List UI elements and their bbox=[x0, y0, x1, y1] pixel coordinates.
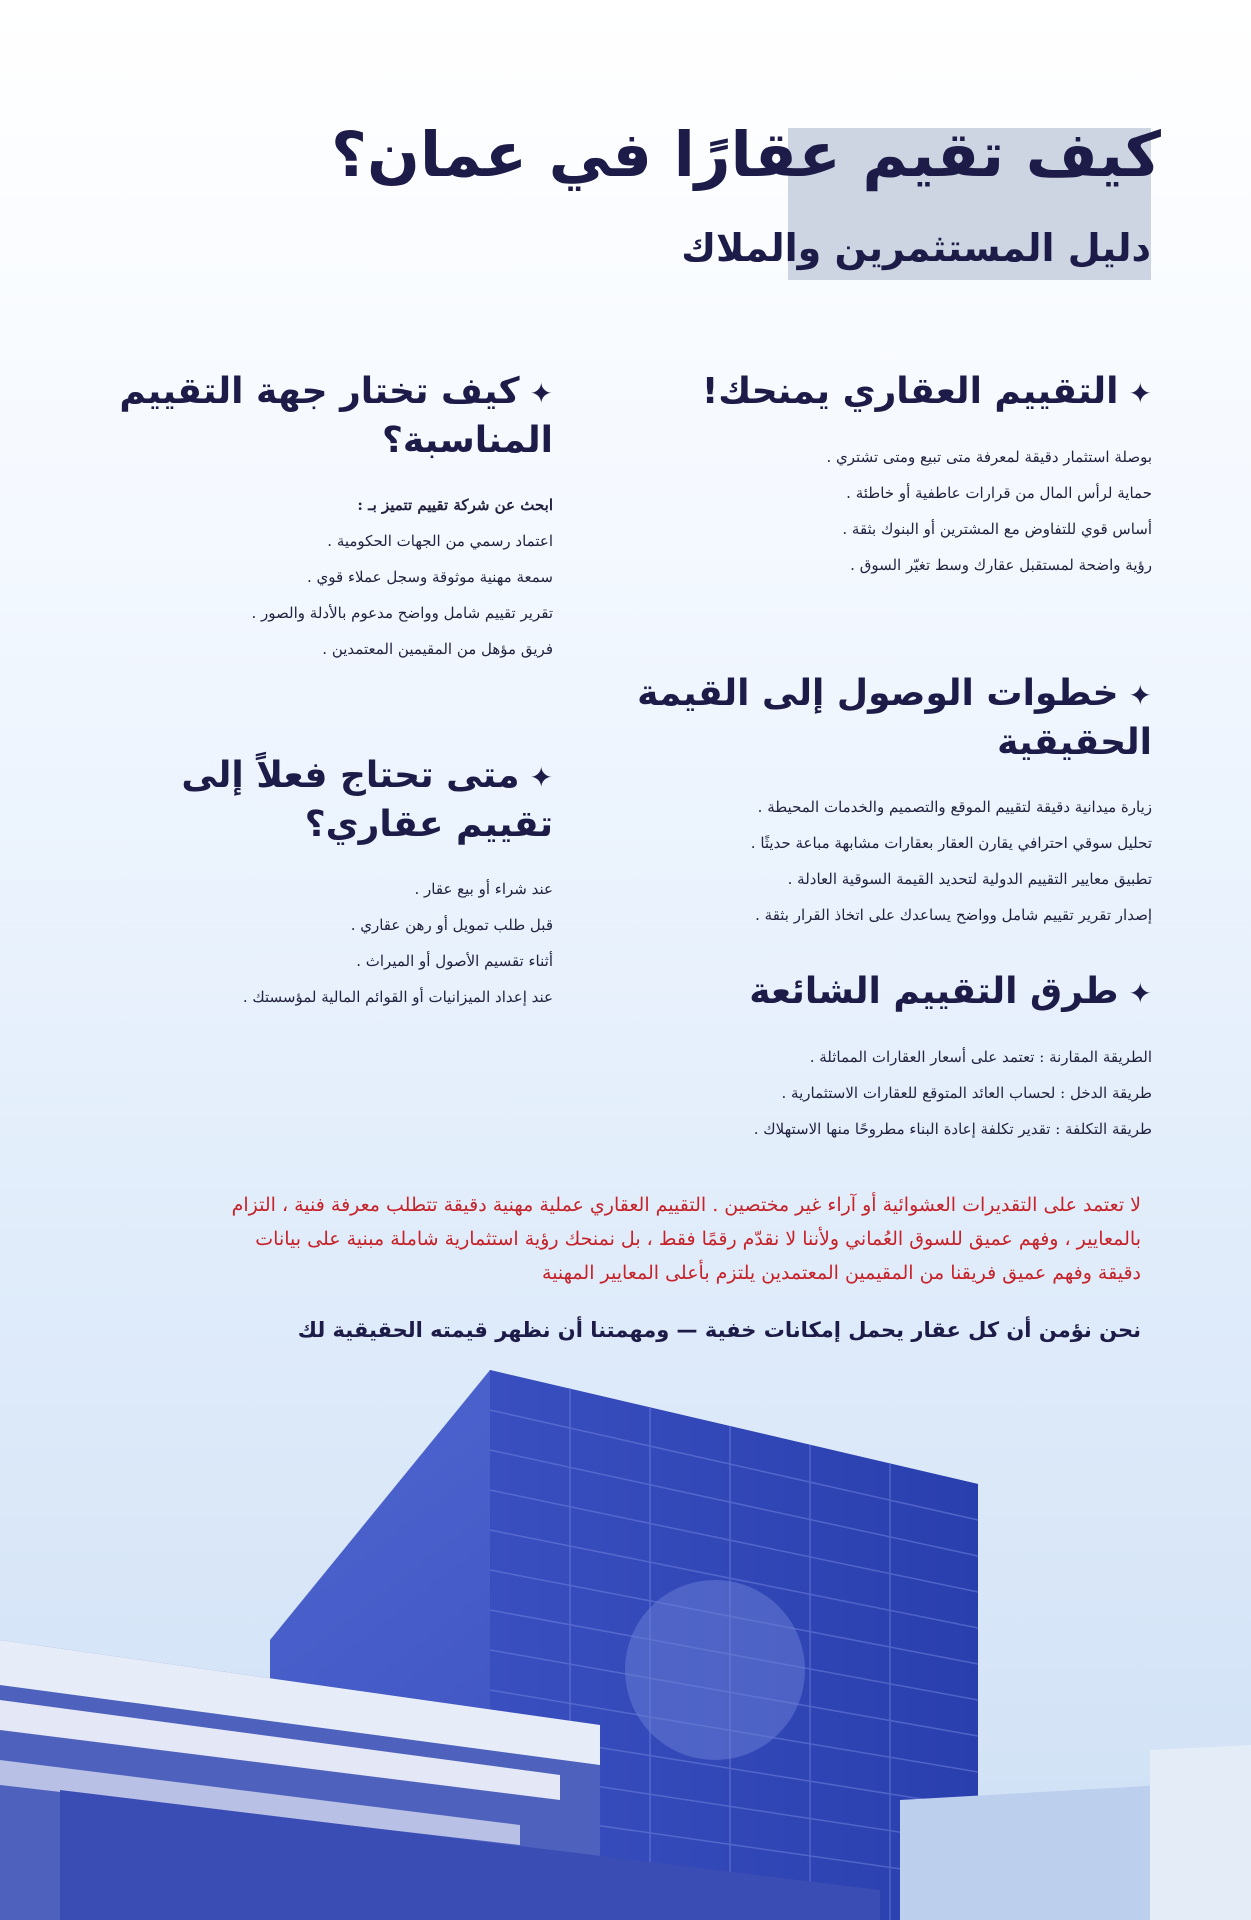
section-valuation-benefits bbox=[592, 368, 1152, 583]
list-item: عند شراء أو بيع عقار . bbox=[414, 880, 553, 899]
list-item: بوصلة استثمار دقيقة لمعرفة متى تبيع ومتى تشتري . bbox=[826, 447, 1152, 466]
list-item: اعتماد رسمي من الجهات الحكومية . bbox=[327, 532, 553, 551]
star-icon: ✦ bbox=[1128, 377, 1152, 410]
section-when-needed bbox=[83, 752, 553, 1015]
list-item: رؤية واضحة لمستقبل عقارك وسط تغيّر السوق . bbox=[850, 555, 1152, 574]
list-item: طريقة التكلفة : تقدير تكلفة إعادة البناء مطروحًا منها الاستهلاك . bbox=[753, 1119, 1152, 1138]
star-icon: ✦ bbox=[529, 761, 553, 794]
star-icon: ✦ bbox=[1128, 679, 1152, 712]
section-title: خطوات الوصول إلى القيمة الحقيقية bbox=[637, 673, 1152, 763]
star-icon: ✦ bbox=[1128, 977, 1152, 1010]
section-list bbox=[592, 1039, 1152, 1147]
section-list bbox=[592, 789, 1152, 933]
list-item: حماية لرأس المال من قرارات عاطفية أو خاطئة . bbox=[846, 483, 1152, 502]
building-illustration bbox=[0, 1370, 1251, 1920]
section-title: التقييم العقاري يمنحك! bbox=[701, 371, 1119, 412]
page-subtitle: دليل المستثمرين والملاك bbox=[681, 226, 1151, 270]
list-item: عند إعداد الميزانيات أو القوائم المالية لمؤسستك . bbox=[242, 988, 553, 1007]
list-item: تطبيق معايير التقييم الدولية لتحديد القيمة السوقية العادلة . bbox=[787, 870, 1152, 889]
section-title: متى تحتاج فعلاً إلى تقييم عقاري؟ bbox=[181, 755, 553, 845]
warning-paragraph: لا تعتمد على التقديرات العشوائية أو آراء غير مختصين . التقييم العقاري عملية مهنية دقيقة تتطلب معرفة فنية ، التزام بالمعايير ، وفهم عميق للسوق العُماني ولأننا لا نقدّم رقمًا فقط ، بل نمنحك رؤية استثمارية شاملة مبنية على بيانات دقيقة وفهم عميق فريقنا من المقيمين المعتمدين يلتزم بأعلى المعايير المهنية bbox=[231, 1194, 1141, 1284]
list-item: أثناء تقسيم الأصول أو الميراث . bbox=[356, 952, 553, 971]
list-item: فريق مؤهل من المقيمين المعتمدين . bbox=[322, 640, 553, 659]
section-title: طرق التقييم الشائعة bbox=[749, 971, 1119, 1012]
list-item: تحليل سوقي احترافي يقارن العقار بعقارات مشابهة مباعة حديثًا . bbox=[750, 834, 1152, 853]
list-item: زيارة ميدانية دقيقة لتقييم الموقع والتصميم والخدمات المحيطة . bbox=[757, 798, 1152, 817]
section-list bbox=[592, 439, 1152, 583]
star-icon: ✦ bbox=[529, 377, 553, 410]
list-item: ابحث عن شركة تقييم تتميز بـ : bbox=[357, 496, 553, 515]
list-item: تقرير تقييم شامل وواضح مدعوم بالأدلة والصور . bbox=[251, 604, 553, 623]
section-methods bbox=[592, 968, 1152, 1147]
section-title: كيف تختار جهة التقييم المناسبة؟ bbox=[119, 371, 553, 461]
section-list bbox=[83, 487, 553, 667]
list-item: طريقة الدخل : لحساب العائد المتوقع للعقارات الاستثمارية . bbox=[781, 1083, 1152, 1102]
closing-statement: نحن نؤمن أن كل عقار يحمل إمكانات خفية — ومهمتنا أن نظهر قيمته الحقيقية لك bbox=[297, 1318, 1141, 1342]
list-item: قبل طلب تمويل أو رهن عقاري . bbox=[350, 916, 553, 935]
list-item: إصدار تقرير تقييم شامل وواضح يساعدك على اتخاذ القرار بثقة . bbox=[755, 906, 1152, 925]
list-item: أساس قوي للتفاوض مع المشترين أو البنوك بثقة . bbox=[842, 519, 1152, 538]
section-list bbox=[83, 871, 553, 1015]
list-item: سمعة مهنية موثوقة وسجل عملاء قوي . bbox=[307, 568, 553, 587]
section-choose-appraiser bbox=[83, 368, 553, 667]
section-steps bbox=[592, 670, 1152, 933]
page-title: كيف تقيم عقارًا في عمان؟ bbox=[331, 118, 1161, 191]
list-item: الطريقة المقارنة : تعتمد على أسعار العقارات المماثلة . bbox=[809, 1047, 1152, 1066]
